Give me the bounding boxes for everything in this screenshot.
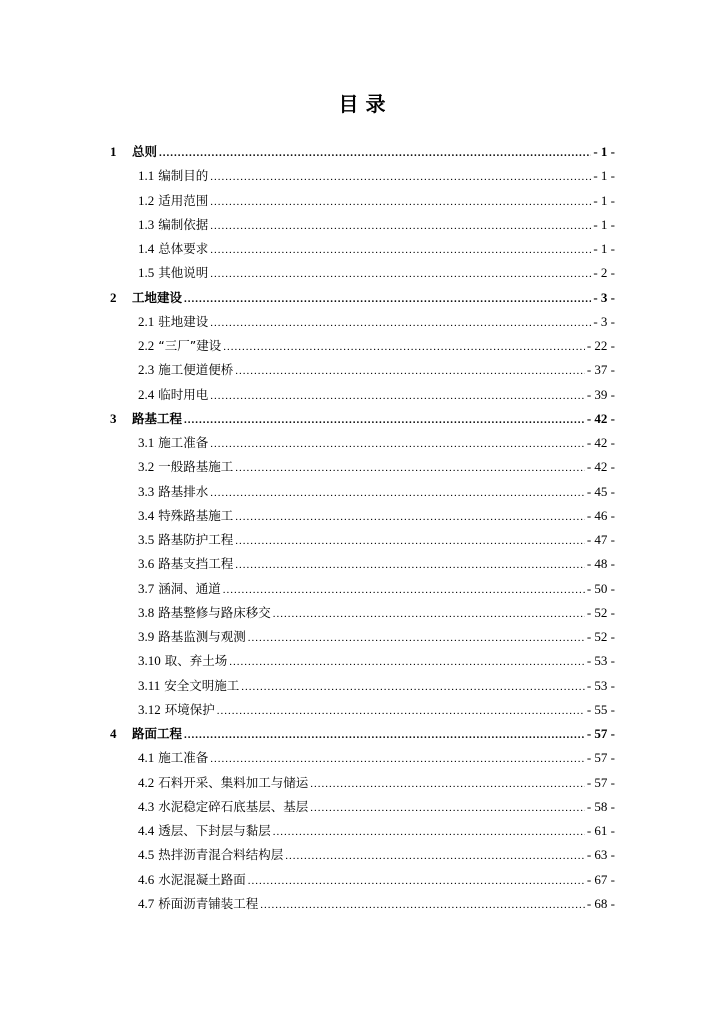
toc-entry-number: 2.3 [138, 362, 155, 378]
toc-subsection-entry[interactable] [110, 649, 615, 673]
toc-entry-label: 总体要求 [158, 241, 209, 256]
toc-entry-page: - 1 - [593, 144, 615, 159]
toc-dot-leader [235, 505, 585, 529]
toc-entry-label: 石料开采、集料加工与储运 [158, 774, 309, 790]
toc-entry-label: 编制依据 [158, 216, 209, 232]
toc-subsection-entry[interactable] [110, 698, 615, 722]
toc-entry-page: - 46 - [586, 507, 615, 523]
toc-subsection-entry[interactable] [110, 795, 615, 819]
toc-subsection-entry[interactable] [110, 189, 615, 213]
toc-dot-leader [248, 626, 585, 650]
toc-entry-number: 4.5 [138, 847, 155, 863]
toc-subsection-entry[interactable] [110, 383, 615, 407]
toc-entry-number: 4.2 [138, 774, 155, 790]
toc-entry-label: 适用范围 [158, 192, 209, 208]
toc-entry-label: 路基排水 [158, 483, 209, 499]
toc-dot-leader [210, 432, 585, 456]
toc-subsection-entry[interactable] [110, 213, 615, 237]
toc-entry-label: 水泥稳定碎石底基层、基层 [158, 798, 309, 814]
toc-entry-number: 3.1 [138, 435, 155, 450]
toc-dot-leader [235, 359, 585, 383]
toc-subsection-entry[interactable] [110, 310, 615, 334]
toc-entry-label: 施工便道便桥 [158, 362, 234, 378]
toc-dot-leader [184, 408, 585, 432]
toc-entry-label: 施工准备 [158, 750, 209, 766]
toc-entry-label: “三厂”建设 [158, 338, 222, 353]
toc-subsection-entry[interactable] [110, 601, 615, 625]
toc-entry-page: - 53 - [586, 677, 615, 693]
toc-subsection-entry[interactable] [110, 892, 615, 916]
toc-dot-leader [210, 481, 585, 505]
toc-dot-leader [273, 602, 585, 626]
toc-entry-label: 路基防护工程 [158, 532, 234, 547]
toc-entry-number: 4.1 [138, 750, 155, 766]
toc-entry-number: 3.8 [138, 604, 155, 620]
toc-dot-leader [210, 238, 591, 262]
toc-entry-number: 2.4 [138, 386, 155, 402]
toc-entry-page: - 61 - [586, 823, 615, 838]
toc-entry-number: 2.1 [138, 313, 155, 329]
toc-subsection-entry[interactable] [110, 455, 615, 479]
page-title: 目 录 [338, 92, 386, 116]
toc-entry-label: 临时用电 [158, 386, 209, 402]
toc-entry-number: 3.5 [138, 532, 155, 547]
toc-entry-label: 路面工程 [132, 726, 183, 741]
toc-section-entry[interactable] [110, 407, 615, 431]
toc-subsection-entry[interactable] [110, 164, 615, 188]
toc-entry-page: - 39 - [586, 386, 615, 402]
toc-entry-label: 路基工程 [132, 410, 183, 426]
toc-entry-number: 4.3 [138, 798, 155, 814]
toc-entry-number: 1.4 [138, 241, 155, 256]
toc-dot-leader [217, 699, 585, 723]
toc-entry-label: 一般路基施工 [158, 459, 234, 475]
toc-entry-number: 4.4 [138, 823, 155, 838]
toc-entry-label: 涵洞、通道 [158, 580, 221, 596]
toc-dot-leader [285, 844, 585, 868]
toc-entry-label: 环境保护 [164, 701, 215, 717]
toc-entry-page: - 42 - [586, 410, 615, 426]
toc-entry-page: - 52 - [586, 604, 615, 620]
toc-entry-page: - 52 - [586, 629, 615, 644]
toc-entry-page: - 67 - [586, 871, 615, 887]
toc-dot-leader [210, 165, 591, 189]
toc-entry-number: 4.6 [138, 871, 155, 887]
toc-entry-page: - 42 - [586, 435, 615, 450]
toc-dot-leader [260, 893, 585, 917]
toc-entry-page: - 48 - [586, 556, 615, 572]
toc-entry-label: 安全文明施工 [164, 677, 240, 693]
toc-dot-leader [229, 650, 585, 674]
toc-dot-leader [310, 796, 585, 820]
toc-subsection-entry[interactable] [110, 843, 615, 867]
toc-entry-label: 路基整修与路床移交 [158, 604, 271, 620]
toc-section-entry[interactable] [110, 722, 615, 746]
toc-entry-number: 4.7 [138, 895, 155, 911]
toc-entry-label: 水泥混凝土路面 [158, 871, 246, 887]
toc-entry-page: - 1 - [593, 192, 615, 208]
table-of-contents [110, 140, 615, 916]
toc-entry-number: 3.3 [138, 483, 155, 499]
toc-entry-page: - 1 - [593, 216, 615, 232]
toc-subsection-entry[interactable] [110, 771, 615, 795]
toc-entry-label: 路基监测与观测 [158, 629, 246, 644]
toc-entry-number: 2.2 [138, 338, 155, 353]
toc-entry-page: - 3 - [593, 313, 615, 329]
toc-entry-number: 1 [110, 144, 117, 159]
toc-subsection-entry[interactable] [110, 528, 615, 552]
toc-entry-number: 2 [110, 289, 117, 305]
toc-dot-leader [223, 578, 585, 602]
toc-dot-leader [235, 553, 585, 577]
toc-entry-number: 3.2 [138, 459, 155, 475]
toc-entry-page: - 1 - [593, 241, 615, 256]
toc-entry-number: 1.3 [138, 216, 155, 232]
toc-subsection-entry[interactable] [110, 237, 615, 261]
toc-entry-number: 4 [110, 726, 117, 741]
toc-subsection-entry[interactable] [110, 261, 615, 285]
toc-entry-page: - 58 - [586, 798, 615, 814]
toc-entry-label: 编制目的 [158, 168, 209, 184]
toc-entry-number: 3.6 [138, 556, 155, 572]
toc-dot-leader [235, 529, 585, 553]
toc-dot-leader [210, 262, 591, 286]
toc-entry-page: - 55 - [586, 701, 615, 717]
toc-subsection-entry[interactable] [110, 625, 615, 649]
toc-entry-page: - 42 - [586, 459, 615, 475]
toc-dot-leader [248, 869, 585, 893]
toc-subsection-entry[interactable] [110, 552, 615, 576]
toc-dot-leader [241, 675, 585, 699]
toc-section-entry[interactable] [110, 140, 615, 164]
toc-entry-number: 3.10 [138, 653, 161, 669]
toc-subsection-entry[interactable] [110, 334, 615, 358]
toc-dot-leader [223, 335, 585, 359]
toc-dot-leader [210, 311, 591, 335]
toc-dot-leader [184, 287, 591, 311]
toc-subsection-entry[interactable] [110, 577, 615, 601]
toc-entry-page: - 63 - [586, 847, 615, 863]
toc-dot-leader [210, 384, 585, 408]
toc-entry-number: 3.12 [138, 701, 161, 717]
toc-entry-label: 取、弃土场 [164, 653, 228, 669]
toc-entry-page: - 50 - [586, 580, 615, 596]
toc-entry-number: 1.1 [138, 168, 155, 184]
toc-entry-number: 1.2 [138, 192, 155, 208]
toc-entry-number: 3.11 [138, 677, 161, 693]
toc-entry-page: - 53 - [586, 653, 615, 669]
toc-entry-page: - 3 - [593, 289, 615, 305]
toc-entry-page: - 47 - [586, 532, 615, 547]
toc-subsection-entry[interactable] [110, 746, 615, 770]
toc-dot-leader [210, 214, 591, 238]
toc-entry-page: - 1 - [593, 168, 615, 184]
toc-dot-leader [235, 456, 585, 480]
toc-entry-number: 3 [110, 410, 117, 426]
toc-subsection-entry[interactable] [110, 819, 615, 843]
toc-entry-label: 路基支挡工程 [158, 556, 234, 572]
toc-entry-page: - 37 - [586, 362, 615, 378]
toc-subsection-entry[interactable] [110, 431, 615, 455]
toc-entry-number: 3.9 [138, 629, 155, 644]
toc-dot-leader [184, 723, 585, 747]
toc-dot-leader [210, 190, 591, 214]
toc-subsection-entry[interactable] [110, 674, 615, 698]
toc-entry-number: 1.5 [138, 265, 155, 281]
toc-entry-label: 其他说明 [158, 265, 209, 281]
toc-entry-label: 总则 [132, 144, 158, 159]
toc-entry-page: - 22 - [586, 338, 615, 353]
toc-subsection-entry[interactable] [110, 480, 615, 504]
toc-entry-label: 特殊路基施工 [158, 507, 234, 523]
toc-entry-label: 热拌沥青混合料结构层 [158, 847, 284, 863]
toc-dot-leader [273, 820, 585, 844]
toc-subsection-entry[interactable] [110, 358, 615, 382]
toc-dot-leader [310, 772, 585, 796]
toc-entry-page: - 57 - [586, 726, 615, 741]
toc-entry-number: 3.7 [138, 580, 155, 596]
toc-entry-page: - 45 - [586, 483, 615, 499]
toc-dot-leader [159, 141, 591, 165]
toc-entry-page: - 68 - [586, 895, 615, 911]
toc-entry-label: 桥面沥青铺装工程 [158, 895, 259, 911]
toc-section-entry[interactable] [110, 286, 615, 310]
toc-entry-page: - 57 - [586, 774, 615, 790]
toc-entry-number: 3.4 [138, 507, 155, 523]
toc-entry-page: - 57 - [586, 750, 615, 766]
toc-dot-leader [210, 747, 585, 771]
toc-entry-label: 施工准备 [158, 435, 209, 450]
toc-entry-label: 驻地建设 [158, 313, 209, 329]
toc-entry-label: 透层、下封层与黏层 [158, 823, 271, 838]
toc-subsection-entry[interactable] [110, 868, 615, 892]
toc-entry-label: 工地建设 [132, 289, 183, 305]
toc-entry-page: - 2 - [593, 265, 615, 281]
toc-subsection-entry[interactable] [110, 504, 615, 528]
